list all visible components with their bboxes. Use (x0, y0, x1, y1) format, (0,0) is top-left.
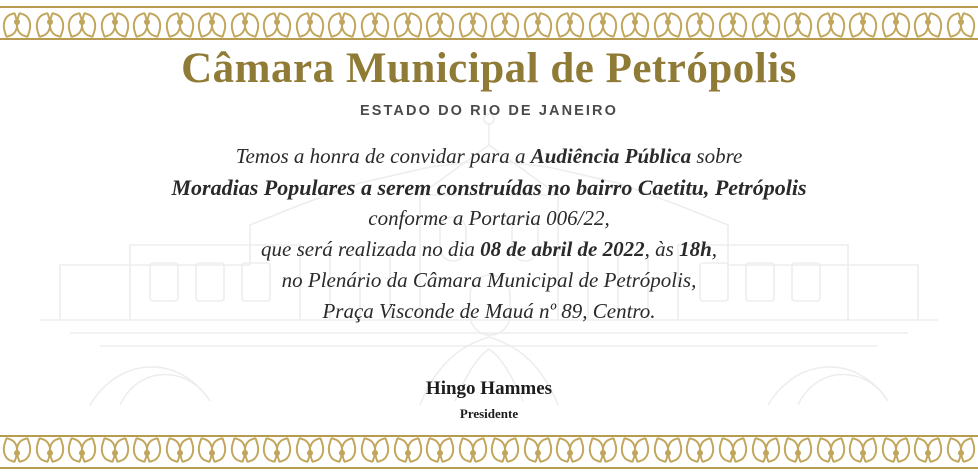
body-line-3: conforme a Portaria 006/22, (368, 206, 610, 230)
body-line-6: Praça Visconde de Mauá nº 89, Centro. (322, 299, 656, 323)
body-line-1-post: sobre (691, 144, 743, 168)
body-line-4-time: 18h (679, 237, 712, 261)
signature-block (0, 378, 978, 422)
body-line-4-mid: , às (644, 237, 680, 261)
body-line-5: no Plenário da Câmara Municipal de Petrópolis, (281, 268, 697, 292)
invitation-body (0, 141, 978, 327)
body-line-4-date: 08 de abril de 2022 (480, 237, 645, 261)
body-line-1-pre: Temos a honra de convidar para a (235, 144, 531, 168)
body-line-2: Moradias Populares a serem construídas no bairro Caetitu, Petrópolis (171, 175, 807, 200)
body-line-1 (0, 141, 978, 172)
page-title: Câmara Municipal de Petrópolis (181, 45, 797, 92)
body-line-1-emphasis: Audiência Pública (530, 144, 692, 168)
body-line-4 (0, 234, 978, 265)
body-line-4-pre: que será realizada no dia (261, 237, 481, 261)
page-subtitle: ESTADO DO RIO DE JANEIRO (360, 103, 618, 119)
body-line-4-post: , (711, 237, 717, 261)
signature-role: Presidente (459, 406, 519, 421)
signature-name: Hingo Hammes (425, 378, 553, 399)
